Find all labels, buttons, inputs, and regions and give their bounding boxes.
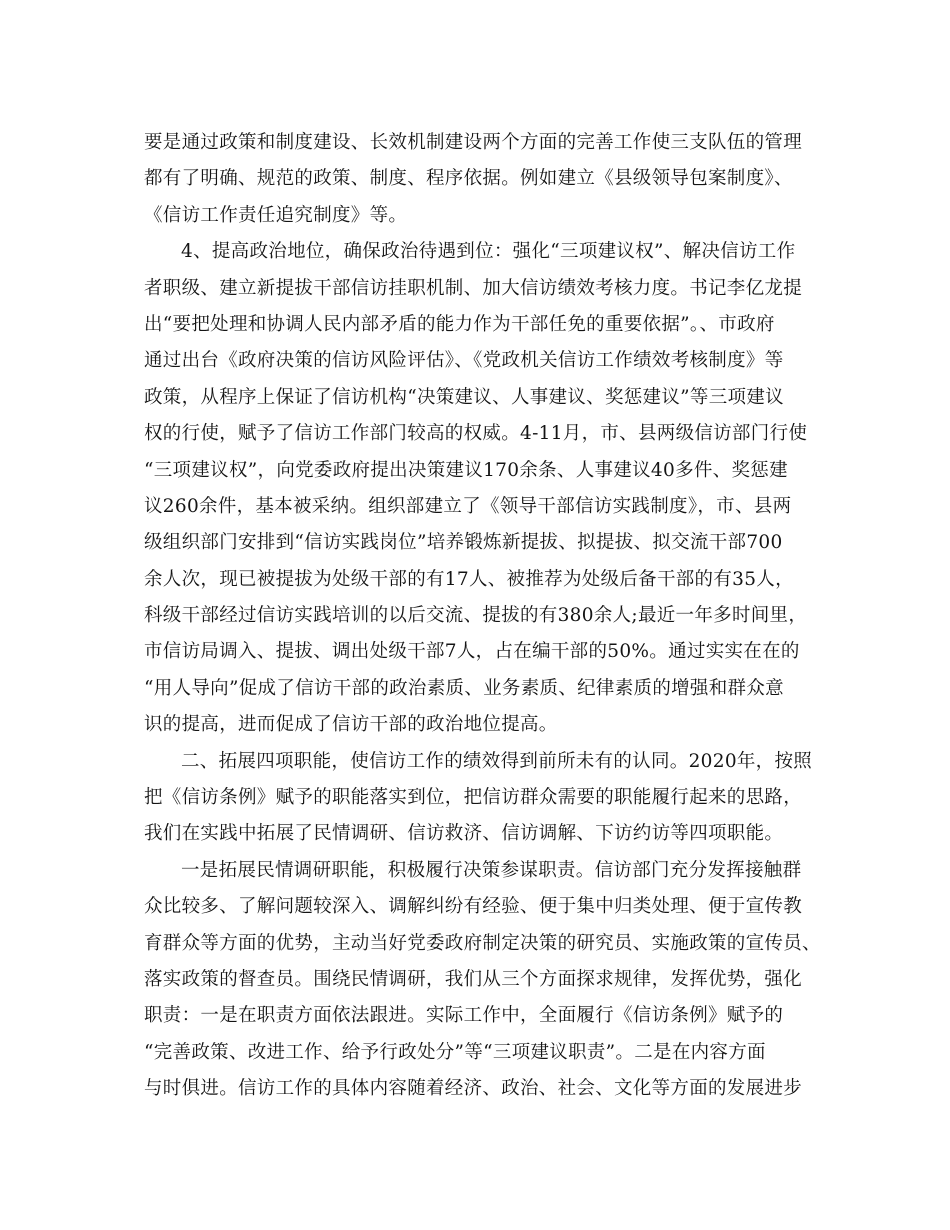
- text-line: 落实政策的督查员。围绕民情调研，我们从三个方面探求规律，发挥优势，强化: [144, 968, 803, 990]
- text-line: 市信访局调入、提拔、调出处级干部7人，占在编干部的50%。通过实实在在的: [144, 641, 800, 663]
- text-line: 都有了明确、规范的政策、制度、程序依据。例如建立《县级领导包案制度》、: [144, 168, 793, 190]
- text-line: 余人次，现已被提拔为处级干部的有17人、被推荐为处级后备干部的有35人，: [144, 568, 794, 590]
- paragraph-first-line: 二、拓展四项职能，使信访工作的绩效得到前所未有的认同。2020年，按照: [181, 750, 813, 772]
- text-line: 众比较多、了解问题较深入、调解纠纷有经验、便于集中归类处理、便于宣传教: [144, 896, 803, 918]
- text-line: 育群众等方面的优势，主动当好党委政府制定决策的研究员、实施政策的宣传员、: [144, 932, 821, 954]
- paragraph-first-line: 一是拓展民情调研职能，积极履行决策参谋职责。信访部门充分发挥接触群: [181, 859, 802, 881]
- text-line: “三项建议权”，向党委政府提出决策建议170余条、人事建议40多件、奖惩建: [144, 459, 788, 481]
- text-line: 出“要把处理和协调人民内部矛盾的能力作为干部任免的重要依据”。、市政府: [144, 313, 775, 335]
- text-line: 识的提高，进而促成了信访干部的政治地位提高。: [144, 714, 558, 736]
- text-line: 要是通过政策和制度建设、长效机制建设两个方面的完善工作使三支队伍的管理: [144, 132, 803, 153]
- text-line: 科级干部经过信访实践培训的以后交流、提拔的有380余人;最近一年多时间里，: [144, 605, 808, 627]
- text-line: 政策，从程序上保证了信访机构“决策建议、人事建议、奖惩建议”等三项建议: [144, 386, 784, 408]
- text-line: 《信访工作责任追究制度》等。: [144, 204, 408, 226]
- text-line: “用人导向”促成了信访干部的政治素质、业务素质、纪律素质的增强和群众意: [144, 677, 784, 699]
- text-line: “完善政策、改进工作、给予行政处分”等“三项建议职责”。二是在内容方面: [144, 1041, 766, 1063]
- text-line: 权的行使，赋予了信访工作部门较高的权威。4-11月，市、县两级信访部门行使: [144, 423, 808, 445]
- text-line: 通过出台《政府决策的信访风险评估》、《党政机关信访工作绩效考核制度》等: [144, 350, 784, 372]
- text-line: 者职级、建立新提拔干部信访挂职机制、加大信访绩效考核力度。书记李亿龙提: [144, 277, 803, 299]
- text-line: 把《信访条例》赋予的职能落实到位，把信访群众需要的职能履行起来的思路，: [144, 787, 803, 809]
- text-line: 与时俱进。信访工作的具体内容随着经济、政治、社会、文化等方面的发展进步: [144, 1078, 803, 1100]
- text-line: 我们在实践中拓展了民情调研、信访救济、信访调解、下访约访等四项职能。: [144, 823, 784, 845]
- text-line: 职责：一是在职责方面依法跟进。实际工作中，全面履行《信访条例》赋予的: [144, 1005, 784, 1027]
- text-line: 议260余件，基本被采纳。组织部建立了《领导干部信访实践制度》，市、县两: [144, 495, 792, 517]
- text-line: 级组织部门安排到“信访实践岗位”培养锻炼新提拔、拟提拔、拟交流干部700: [144, 532, 783, 554]
- document-body: [144, 125, 834, 1108]
- paragraph-first-line: 4、提高政治地位，确保政治待遇到位：强化“三项建议权”、解决信访工作: [181, 241, 796, 263]
